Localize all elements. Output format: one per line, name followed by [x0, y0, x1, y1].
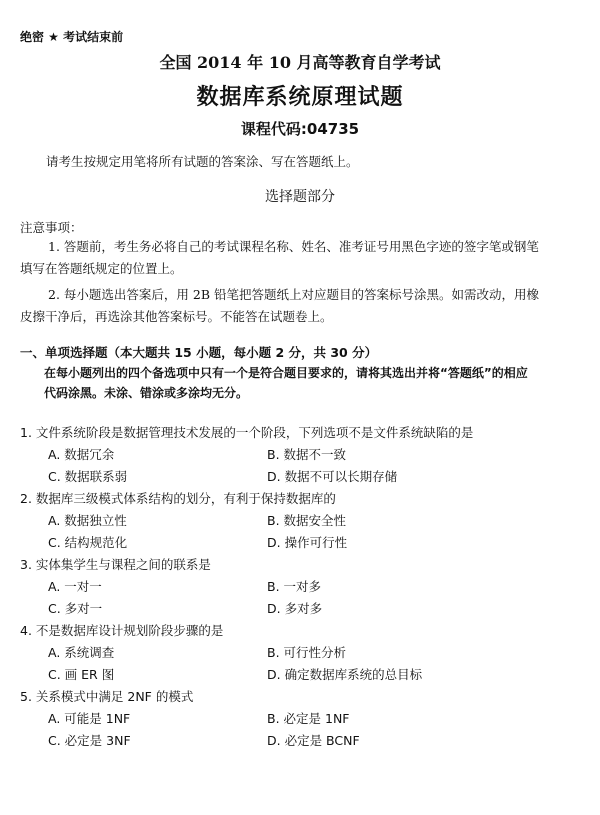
- question-3-option-b: B. 一对多: [267, 579, 322, 594]
- question-2-option-b: B. 数据安全性: [267, 513, 347, 528]
- note-item-1-line-2: 填写在答题纸规定的位置上。: [20, 261, 183, 276]
- question-5-option-c: C. 必定是 3NF: [48, 733, 131, 748]
- question-3-option-d: D. 多对多: [267, 601, 323, 616]
- section-1-desc-line-2: 代码涂黑。未涂、错涂或多涂均无分。: [44, 386, 249, 400]
- question-5-stem: 5. 关系模式中满足 2NF 的模式: [20, 689, 194, 704]
- question-1-option-a: A. 数据冗余: [48, 447, 115, 462]
- question-2-option-d: D. 操作可行性: [267, 535, 348, 550]
- question-4-option-c: C. 画 ER 图: [48, 667, 115, 682]
- course-code: 课程代码:04735: [240, 120, 360, 138]
- question-3-option-a: A. 一对一: [48, 579, 102, 594]
- answer-instruction: 请考生按规定用笔将所有试题的答案涂、写在答题纸上。: [46, 154, 359, 169]
- section-1-desc-line-1: 在每小题列出的四个备选项中只有一个是符合题目要求的，请将其选出并将“答题纸”的相应: [44, 366, 528, 380]
- question-2-stem: 2. 数据库三级模式体系结构的划分，有利于保持数据库的: [20, 491, 336, 506]
- notes-title: 注意事项：: [20, 220, 83, 235]
- note-item-1-line-1: 1. 答题前，考生务必将自己的考试课程名称、姓名、准考证号用黑色字迹的签字笔或钢笔: [48, 239, 539, 254]
- question-5-option-b: B. 必定是 1NF: [267, 711, 350, 726]
- subject-title: 数据库系统原理试题: [196, 85, 404, 110]
- note-item-2-line-2: 皮擦干净后，再选涂其他答案标号。不能答在试题卷上。: [20, 309, 333, 324]
- question-2-option-a: A. 数据独立性: [48, 513, 127, 528]
- question-4-option-a: A. 系统调查: [48, 645, 115, 660]
- question-3-option-c: C. 多对一: [48, 601, 103, 616]
- section-1-title: 一、单项选择题（本大题共 15 小题，每小题 2 分，共 30 分）: [20, 345, 378, 360]
- question-5-option-d: D. 必定是 BCNF: [267, 733, 360, 748]
- question-1-option-b: B. 数据不一致: [267, 447, 347, 462]
- question-3-stem: 3. 实体集学生与课程之间的联系是: [20, 557, 211, 572]
- confidential-mark: 绝密 ★ 考试结束前: [20, 30, 124, 44]
- question-4-option-b: B. 可行性分析: [267, 645, 347, 660]
- question-4-option-d: D. 确定数据库系统的总目标: [267, 667, 423, 682]
- question-5-option-a: A. 可能是 1NF: [48, 711, 131, 726]
- question-1-stem: 1. 文件系统阶段是数据管理技术发展的一个阶段，下列选项不是文件系统缺陷的是: [20, 425, 474, 440]
- part-title: 选择题部分: [265, 189, 335, 205]
- question-1-option-d: D. 数据不可以长期存储: [267, 469, 398, 484]
- question-2-option-c: C. 结构规范化: [48, 535, 128, 550]
- note-item-2-line-1: 2. 每小题选出答案后，用 2B 铅笔把答题纸上对应题目的答案标号涂黑。如需改动，用橡: [48, 287, 539, 302]
- exam-title: 全国 2014 年 10 月高等教育自学考试: [159, 53, 441, 72]
- question-4-stem: 4. 不是数据库设计规划阶段步骤的是: [20, 623, 224, 638]
- question-1-option-c: C. 数据联系弱: [48, 469, 128, 484]
